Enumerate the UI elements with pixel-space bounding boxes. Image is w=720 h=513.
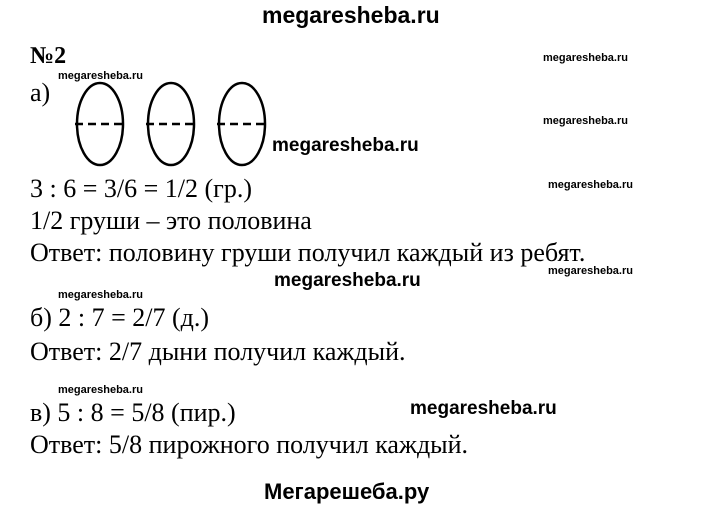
part-a-answer: Ответ: половину груши получил каждый из ребят. [30, 238, 586, 267]
part-a-explanation: 1/2 груши – это половина [30, 206, 312, 235]
pear-halves-diagram [70, 80, 280, 170]
watermark-mid: megaresheba.ru [272, 135, 419, 156]
part-b-equation: б) 2 : 7 = 2/7 (д.) [30, 303, 210, 332]
task-number: №2 [30, 43, 67, 69]
watermark-small: megaresheba.ru [548, 179, 633, 191]
part-a-label: а) [30, 78, 51, 107]
watermark-small: megaresheba.ru [58, 289, 143, 301]
watermark-small: megaresheba.ru [58, 70, 143, 82]
watermark-small: megaresheba.ru [543, 115, 628, 127]
part-c-equation: в) 5 : 8 = 5/8 (пир.) [30, 398, 236, 427]
watermark-small: megaresheba.ru [58, 384, 143, 396]
watermark-mid: megaresheba.ru [274, 270, 421, 291]
watermark-small: megaresheba.ru [543, 52, 628, 64]
part-c-answer: Ответ: 5/8 пирожного получил каждый. [30, 430, 469, 459]
part-a-equation: 3 : 6 = 3/6 = 1/2 (гр.) [30, 174, 252, 203]
footer-brand: Мегарешеба.ру [264, 479, 430, 504]
header-watermark: megaresheba.ru [262, 2, 440, 28]
watermark-small: megaresheba.ru [548, 265, 633, 277]
watermark-mid: megaresheba.ru [410, 398, 557, 419]
part-b-answer: Ответ: 2/7 дыни получил каждый. [30, 337, 406, 366]
